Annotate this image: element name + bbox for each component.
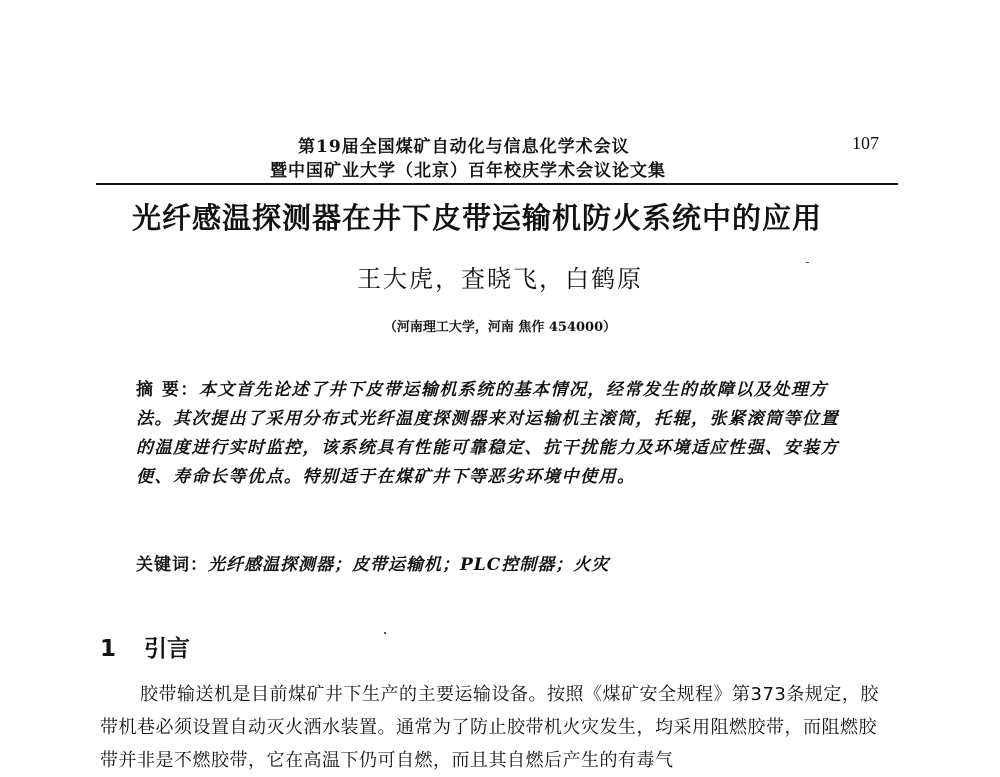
conference-header-line1: 第19届全国煤矿自动化与信息化学术会议: [298, 137, 630, 157]
conference-header-line2: 暨中国矿业大学（北京）百年校庆学术会议论文集: [270, 161, 666, 181]
keywords-block: [136, 550, 609, 575]
author-affiliation: （河南理工大学，河南 焦作 454000）: [383, 320, 617, 335]
abstract-text: 本文首先论述了井下皮带运输机系统的基本情况，经常发生的故障以及处理方法。其次提出了采用分布式光纤温度探测器来对运输机主滚筒，托辊，张紧滚筒等位置的温度进行实时监控，该系统具有性能可靠稳定、抗干扰能力及环境适应性强、安装方便、寿命长等优点。特别适于在煤矿井下等恶劣环境中使用。: [136, 380, 839, 487]
page-number: 107: [852, 133, 879, 153]
intro-paragraph: 胶带输送机是目前煤矿井下生产的主要运输设备。按照《煤矿安全规程》第373条规定，胶带机巷必须设置自动灭火洒水装置。通常为了防止胶带机火灾发生，均采用阻燃胶带，而阻燃胶带并非是不燃胶带，它在高温下仍可自燃，而且其自燃后产生的有毒气: [100, 684, 879, 771]
abstract-block: [136, 376, 848, 492]
section-heading: [100, 630, 190, 663]
scan-speck: [384, 632, 386, 634]
header-rule: [96, 183, 898, 185]
keywords-label: 关键词：: [136, 555, 208, 575]
section-number: 1: [100, 636, 117, 662]
keywords-text: 光纤感温探测器；皮带运输机；PLC控制器；火灾: [208, 555, 610, 575]
section-title: 引言: [144, 636, 190, 662]
paper-title: 光纤感温探测器在井下皮带运输机防火系统中的应用: [132, 201, 823, 235]
paper-authors: 王大虎，査晓飞，白鹤原: [357, 265, 643, 293]
abstract-label: 摘 要：: [136, 380, 199, 400]
scan-speck: [806, 262, 809, 263]
